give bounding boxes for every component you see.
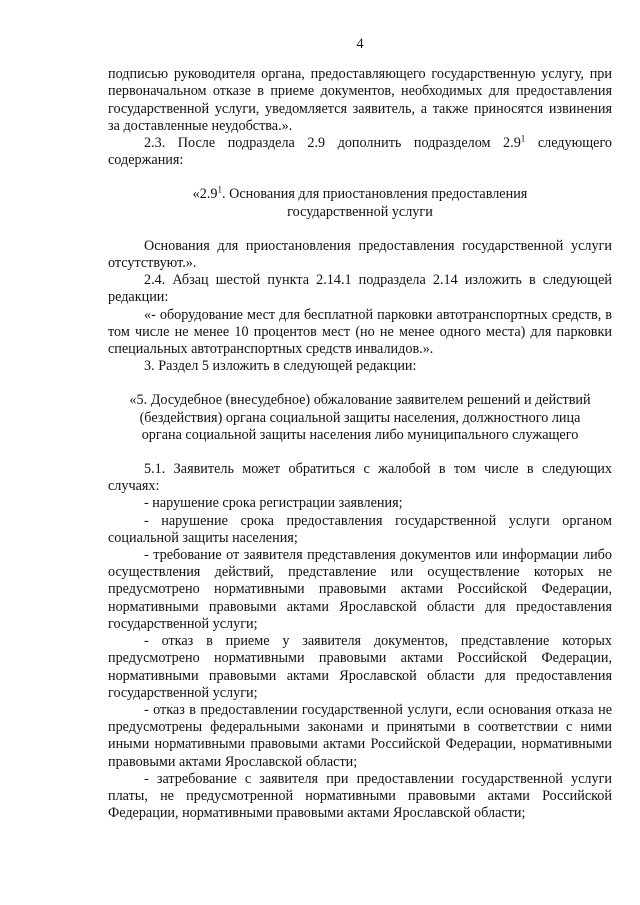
- paragraph-3: 3. Раздел 5 изложить в следующей редакции:: [144, 358, 417, 375]
- heading-number: «2.9: [192, 186, 218, 203]
- superscript: 1: [520, 133, 526, 144]
- list-item: - отказ в предоставлении государственной услуги, если основания отказа не предусмотрены федеральными законами и принятыми в соответствии с ними иными нормативными правовыми актами Российской Федерации, нормативными правовыми актами Ярославской области;: [108, 701, 612, 770]
- superscript: 1: [217, 184, 222, 195]
- paragraph-2-3: [108, 135, 612, 169]
- heading-line-2: (бездействия) органа социальной защиты населения, должностного лица: [139, 409, 581, 426]
- list-item: - нарушение срока регистрации заявления;: [144, 495, 403, 512]
- heading-line-1: [108, 186, 612, 203]
- document-page: [108, 36, 612, 822]
- list-item: - требование от заявителя представления документов или информации либо осуществления действий, представление или осуществление которых не предусмотрено нормативными правовыми актами Российской Федерации, нормативными правовыми актами Ярославской области для предоставления государственной услуги;: [108, 547, 612, 632]
- list-item: - нарушение срока предоставления государственной услуги органом социальной защиты населения;: [108, 512, 612, 546]
- heading-line-1: «5. Досудебное (внесудебное) обжалование заявителем решений и действий: [129, 392, 591, 409]
- heading-line-2: государственной услуги: [287, 203, 433, 220]
- paragraph-2-3-text-end: следующего содержания:: [108, 135, 613, 169]
- page-number: 4: [356, 36, 364, 52]
- heading-section-5: [108, 392, 612, 444]
- heading-title-part: . Основания для приостановления предоставления: [222, 186, 528, 203]
- paragraph-continuation: подписью руководителя органа, предоставляющего государственную услугу, при первоначальном отказе в приеме документов, необходимых для предоставления государственной услуги, уведомляется заявитель, а также приносятся извинения за доставленные неудобства.».: [108, 66, 612, 134]
- paragraph-grounds: Основания для приостановления предоставления государственной услуги отсутствуют.».: [108, 237, 612, 272]
- heading-2-9-1: [108, 186, 612, 220]
- list-item: - затребование с заявителя при предоставлении государственной услуги платы, не предусмотренной нормативными правовыми актами Российской Федерации, нормативными правовыми актами Ярославской области;: [108, 770, 612, 822]
- paragraph-parking: «- оборудование мест для бесплатной парковки автотранспортных средств, в том числе не менее 10 процентов мест (но не менее одного места) для парковки специальных автотранспортных средств инвалидов.».: [108, 306, 612, 358]
- paragraph-2-3-text: 2.3. После подраздела 2.9 дополнить подразделом 2.9: [144, 135, 521, 152]
- heading-line-3: органа социальной защиты населения либо муниципального служащего: [141, 426, 579, 443]
- paragraph-5-1: 5.1. Заявитель может обратиться с жалобой в том числе в следующих случаях:: [108, 461, 612, 495]
- paragraph-2-4: 2.4. Абзац шестой пункта 2.14.1 подраздела 2.14 изложить в следующей редакции:: [108, 272, 612, 306]
- list-item: - отказ в приеме у заявителя документов, представление которых предусмотрено нормативными правовыми актами Российской Федерации, нормативными правовыми актами Ярославской области для предоставления государственной услуги;: [108, 633, 612, 701]
